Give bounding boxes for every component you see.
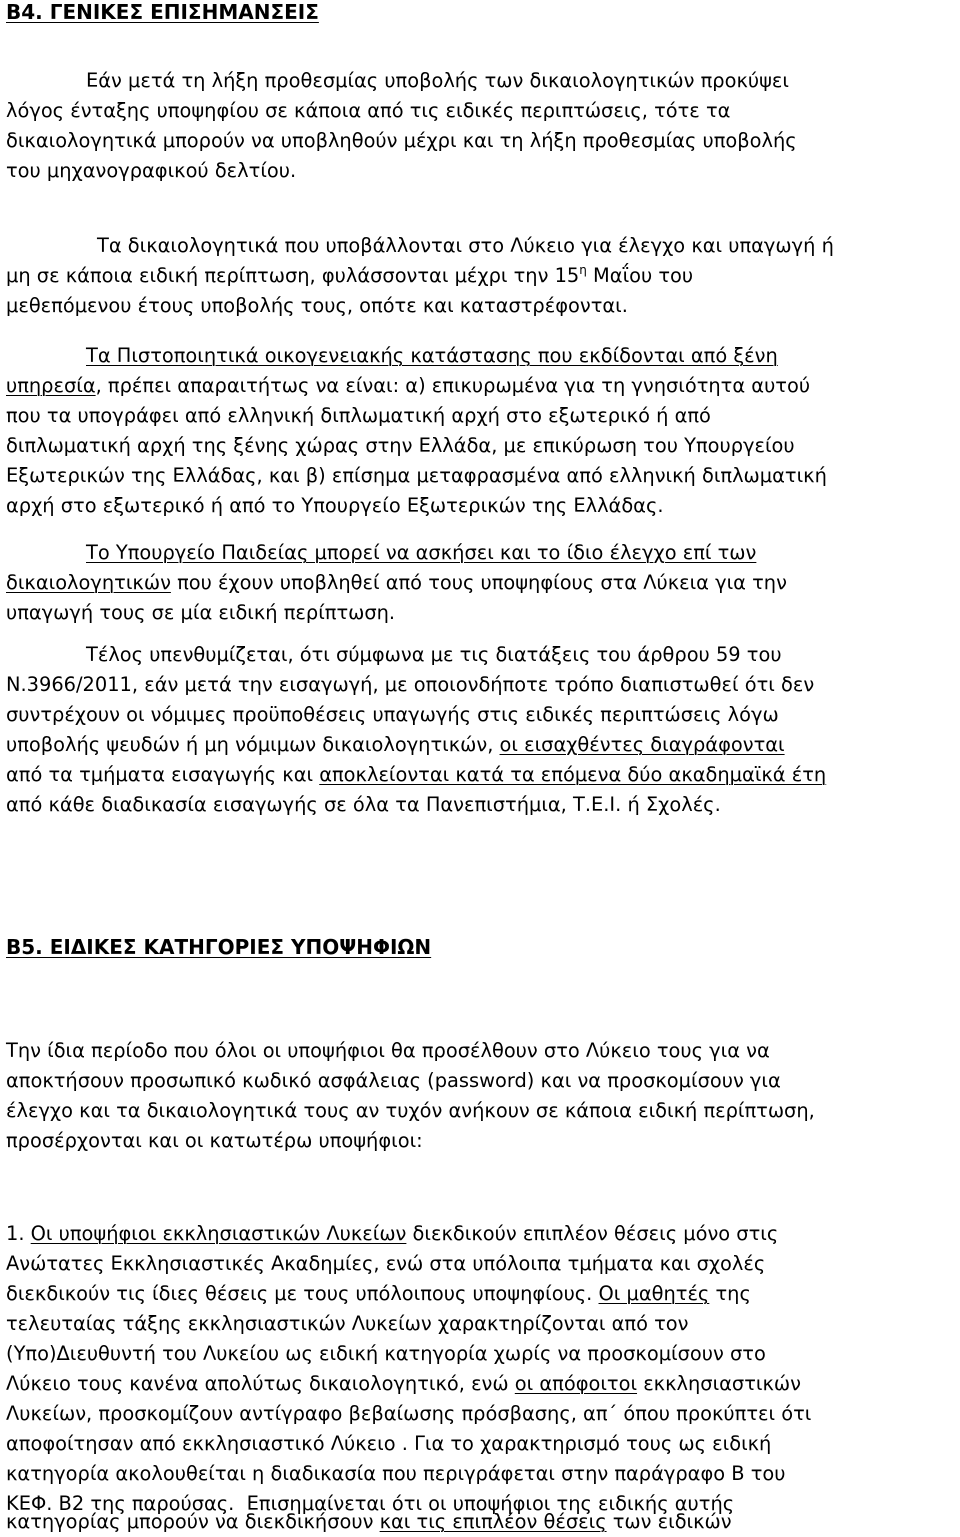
list-number: 1. bbox=[6, 1222, 31, 1245]
text-line: διεκδικούν τις ίδιες θέσεις με τους υπόλοιπους υποψηφίους. Οι μαθητές της bbox=[6, 1282, 751, 1305]
text-line: ΚΕΦ. Β2 της παρούσας. Επισημαίνεται ότι οι υποψήφιοι της ειδικής αυτής bbox=[6, 1492, 735, 1515]
text-line: Ν.3966/2011, εάν μετά την εισαγωγή, με οποιονδήποτε τρόπο διαπιστωθεί ότι δεν bbox=[6, 673, 815, 696]
text-line: Τα δικαιολογητικά που υποβάλλονται στο Λύκειο για έλεγχο και υπαγωγή ή bbox=[97, 234, 834, 257]
text-line: δικαιολογητικών που έχουν υποβληθεί από τους υποψηφίους στα Λύκεια για την bbox=[6, 571, 787, 594]
text-line: αποκτήσουν προσωπικό κωδικό ασφάλειας (password) και να προσκομίσουν για bbox=[6, 1069, 781, 1092]
text-line: λόγος ένταξης υποψηφίου σε κάποια από τις ειδικές περιπτώσεις, τότε τα bbox=[6, 99, 731, 122]
text-line: τελευταίας τάξης εκκλησιαστικών Λυκείων χαρακτηρίζονται από τον bbox=[6, 1312, 689, 1335]
text-line: μη σε κάποια ειδική περίπτωση, φυλάσσονται μέχρι την $15^\eta$ Μαΐου του bbox=[6, 263, 694, 287]
text-line: Εάν μετά τη λήξη προθεσμίας υποβολής των δικαιολογητικών προκύψει bbox=[86, 69, 789, 92]
text-line: μεθεπόμενου έτους υποβολής τους, οπότε και καταστρέφονται. bbox=[6, 294, 628, 317]
text-line: δικαιολογητικά μπορούν να υποβληθούν μέχρι και τη λήξη προθεσμίας υποβολής bbox=[6, 129, 797, 152]
section-b4-title: Β4. ΓΕΝΙΚΕΣ ΕΠΙΣΗΜΑΝΣΕΙΣ bbox=[6, 0, 319, 24]
text-line: υπηρεσία, πρέπει απαραιτήτως να είναι: α) επικυρωμένα για τη γνησιότητα αυτού bbox=[6, 374, 811, 397]
text-line: υποβολής ψευδών ή μη νόμιμων δικαιολογητικών, οι εισαχθέντες διαγράφονται bbox=[6, 733, 785, 756]
text-line: αρχή στο εξωτερικό ή από το Υπουργείο Εξωτερικών της Ελλάδας. bbox=[6, 494, 664, 517]
text-line: Ανώτατες Εκκλησιαστικές Ακαδημίες, ενώ στα υπόλοιπα τμήματα και σχολές bbox=[6, 1252, 766, 1275]
text-line: Λύκειο τους κανένα απολύτως δικαιολογητικό, ενώ οι απόφοιτοι εκκλησιαστικών bbox=[6, 1372, 801, 1395]
text-line: συντρέχουν οι νόμιμες προϋποθέσεις υπαγωγής στις ειδικές περιπτώσεις λόγω bbox=[6, 703, 779, 726]
text-line: Τέλος υπενθυμίζεται, ότι σύμφωνα με τις διατάξεις του άρθρου 59 του bbox=[86, 643, 782, 666]
text-line: διπλωματική αρχή της ξένης χώρας στην Ελλάδα, με επικύρωση του Υπουργείου bbox=[6, 434, 795, 457]
text-line: κατηγορία ακολουθείται η διαδικασία που περιγράφεται στην παράγραφο Β του bbox=[6, 1462, 786, 1485]
text-line: Το Υπουργείο Παιδείας μπορεί να ασκήσει και το ίδιο έλεγχο επί των bbox=[86, 541, 757, 564]
text-line: Εξωτερικών της Ελλάδας, και β) επίσημα μεταφρασμένα από ελληνική διπλωματική bbox=[6, 464, 827, 487]
text-line: κατηγορίας μπορούν να διεκδικήσουν και τις επιπλέον θέσεις των ειδικών bbox=[6, 1510, 732, 1533]
text-line: από κάθε διαδικασία εισαγωγής σε όλα τα Πανεπιστήμια, Τ.Ε.Ι. ή Σχολές. bbox=[6, 793, 721, 816]
text-line: (Υπο)Διευθυντή του Λυκείου ως ειδική κατηγορία χωρίς να προσκομίσουν στο bbox=[6, 1342, 766, 1365]
text-line: προσέρχονται και οι κατωτέρω υποψήφιοι: bbox=[6, 1129, 423, 1152]
text-line: αποφοίτησαν από εκκλησιαστικό Λύκειο . Για το χαρακτηρισμό τους ως ειδική bbox=[6, 1432, 772, 1455]
text-line: 1. Οι υποψήφιοι εκκλησιαστικών Λυκείων διεκδικούν επιπλέον θέσεις μόνο στις bbox=[6, 1222, 779, 1245]
text-line: του μηχανογραφικού δελτίου. bbox=[6, 159, 297, 182]
text-line: που τα υπογράφει από ελληνική διπλωματική αρχή στο εξωτερικό ή από bbox=[6, 404, 711, 427]
text-line: από τα τμήματα εισαγωγής και αποκλείονται κατά τα επόμενα δύο ακαδημαϊκά έτη bbox=[6, 763, 827, 786]
superscript: η bbox=[579, 263, 587, 277]
text-line: Λυκείων, προσκομίζουν αντίγραφο βεβαίωσης πρόσβασης, απ΄ όπου προκύπτει ότι bbox=[6, 1402, 812, 1425]
text-line: Την ίδια περίοδο που όλοι οι υποψήφιοι θα προσέλθουν στο Λύκειο τους για να bbox=[6, 1039, 770, 1062]
section-b5-title: Β5. ΕΙΔΙΚΕΣ ΚΑΤΗΓΟΡΙΕΣ ΥΠΟΨΗΦΙΩΝ bbox=[6, 935, 432, 959]
text-line: έλεγχο και τα δικαιολογητικά τους αν τυχόν ανήκουν σε κάποια ειδική περίπτωση, bbox=[6, 1099, 815, 1122]
text-line: υπαγωγή τους σε μία ειδική περίπτωση. bbox=[6, 601, 396, 624]
text-line: Τα Πιστοποιητικά οικογενειακής κατάστασης που εκδίδονται από ξένη bbox=[86, 344, 778, 367]
